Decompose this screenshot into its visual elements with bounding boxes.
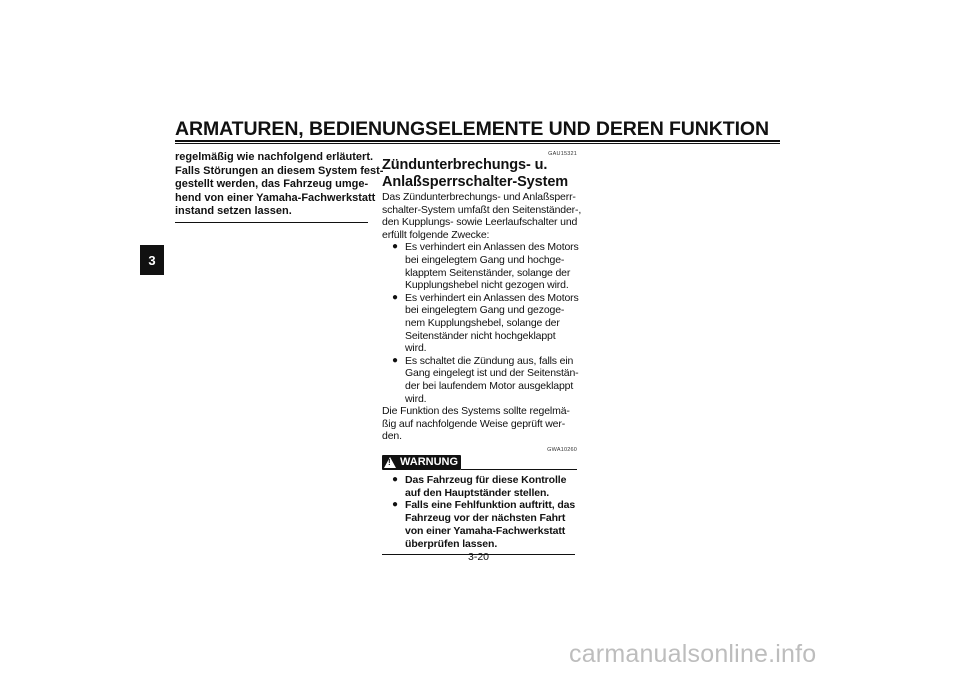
warning-rule [461,469,577,470]
bullet-icon: ● [392,291,399,303]
list-item-line: klapptem Seitenständer, solange der [405,266,571,279]
section-code: GAU15321 [548,151,577,157]
warning-code: GWA10260 [547,446,577,453]
intro-line: den Kupplungs- sowie Leerlaufschalter und [382,216,578,229]
left-text-line: Falls Störungen an diesem System fest- [175,164,384,177]
warning-item-line: überprüfen lassen. [405,537,498,550]
intro-line: schalter-System umfaßt den Seitenständer-, [382,203,582,216]
list-item-line: bei eingelegtem Gang und gezoge- [405,304,565,317]
list-item [382,292,577,355]
watermark: carmanualsonline.info [569,640,817,668]
list-item [382,241,577,291]
left-text-line: instand setzen lassen. [175,205,292,217]
list-item-line: Seitenständer nicht hochgeklappt [405,329,556,342]
section-end-rule [175,222,368,223]
left-text-line: regelmäßig wie nachfolgend erläutert. [175,151,374,163]
list-item [382,355,577,405]
list-item-line: bei eingelegtem Gang und hochge- [405,253,565,266]
left-text-line: gestellt werden, das Fahrzeug umge- [175,178,369,190]
intro-line: erfüllt folgende Zwecke: [382,228,490,241]
intro-line: Das Zündunterbrechungs- und Anlaßsperr- [382,191,576,203]
list-item-line: Kupplungshebel nicht gezogen wird. [405,279,569,292]
header-title: ARMATUREN, BEDIENUNGSELEMENTE UND DEREN FUNKTION [175,118,769,140]
list-item-line: der bei laufendem Motor ausgeklappt [405,379,574,392]
warning-item-line: auf den Hauptständer stellen. [405,486,550,499]
bullet-icon: ● [392,354,399,366]
bullet-icon: ● [392,499,398,511]
list-item-line: Es schaltet die Zündung aus, falls ein [405,354,574,367]
outro-line: ßig auf nachfolgende Weise geprüft wer- [382,417,566,430]
warning-item-line: Das Fahrzeug für diese Kontrolle [405,473,567,486]
header-rule [175,140,780,142]
warning-item-line: Fahrzeug vor der nächsten Fahrt [405,512,566,525]
list-item-line: Es verhindert ein Anlassen des Motors [405,241,579,254]
list-item-line: wird. [405,342,427,355]
warning-list [382,474,577,551]
chapter-tab[interactable]: 3 [140,245,164,275]
bullet-icon: ● [392,473,398,485]
section-title: Anlaßsperrschalter-System [382,173,569,190]
warning-badge [382,455,461,470]
list-item-line: nem Kupplungshebel, solange der [405,316,560,329]
list-item-line: Gang eingelegt ist und der Seitenstän- [405,367,579,380]
page-number: 3-20 [468,551,490,563]
header-rule-thin [175,143,780,144]
warning-item-line: Falls eine Fehlfunktion auftritt, das [405,499,576,512]
warning-item-line: von einer Yamaha-Fachwerkstatt [405,525,566,538]
left-text-line: hend von einer Yamaha-Fachwerkstatt [175,191,376,204]
function-list [382,241,577,405]
warning-label: WARNUNG [400,455,459,468]
left-column [175,151,384,223]
warning-item [382,499,577,550]
warning-header [382,455,577,470]
outro-line: Die Funktion des Systems sollte regelmä- [382,405,570,418]
warning-triangle-icon [384,457,396,468]
list-item-line: wird. [405,392,427,405]
bullet-icon: ● [392,241,399,253]
right-column [382,150,582,555]
outro-line: den. [382,430,402,443]
list-item-line: Es verhindert ein Anlassen des Motors [405,291,579,304]
section-title: Zündunterbrechungs- u. [382,157,548,173]
warning-item [382,474,577,500]
